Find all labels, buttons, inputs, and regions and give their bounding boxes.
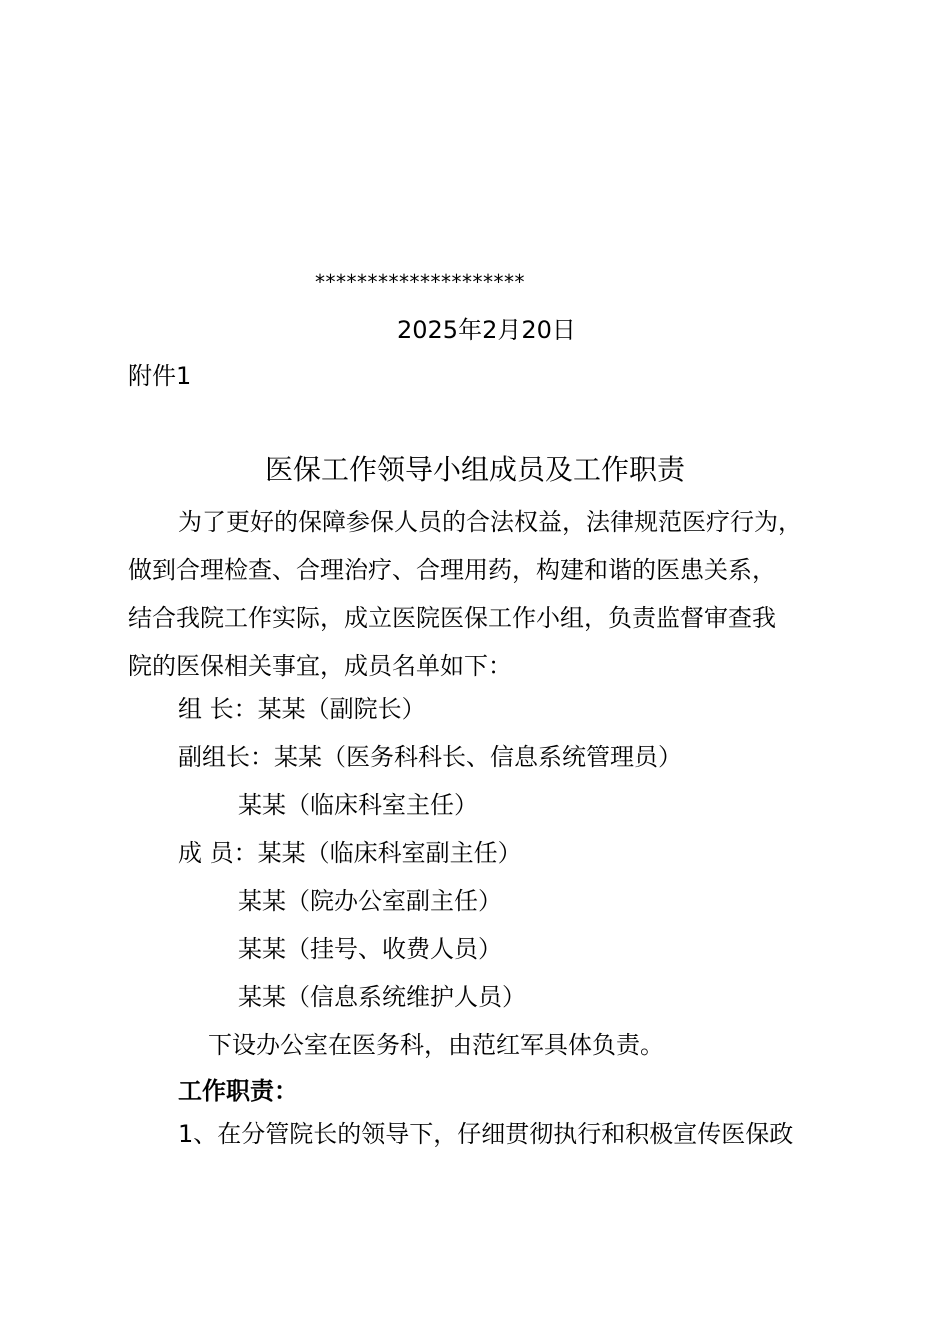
member-deputy: 某某（临床科室主任） <box>238 791 478 819</box>
duty-item: 1、在分管院长的领导下，仔细贯彻执行和积极宣传医保政 <box>178 1120 794 1148</box>
member-row: 某某（挂号、收费人员） <box>238 935 502 963</box>
member-deputy: 副组长：某某（医务科科长、信息系统管理员） <box>178 743 682 771</box>
office-note: 下设办公室在医务科，由范红军具体负责。 <box>208 1031 664 1059</box>
member-leader: 组 长：某某（副院长） <box>178 695 426 723</box>
masked-org-name: ******************** <box>315 270 525 294</box>
member-row: 某某（院办公室副主任） <box>238 887 502 915</box>
document-date: 2025年2月20日 <box>397 316 576 344</box>
intro-line: 结合我院工作实际，成立医院医保工作小组，负责监督审查我 <box>128 604 776 632</box>
document-title: 医保工作领导小组成员及工作职责 <box>264 453 685 486</box>
duties-heading: 工作职责： <box>178 1077 298 1105</box>
intro-line: 院的医保相关事宜，成员名单如下： <box>128 652 512 680</box>
intro-paragraph <box>128 498 848 690</box>
attachment-label: 附件1 <box>128 362 192 390</box>
member-row: 某某（信息系统维护人员） <box>238 983 526 1011</box>
intro-line: 做到合理检查、合理治疗、合理用药，构建和谐的医患关系， <box>128 556 776 584</box>
intro-line: 为了更好的保障参保人员的合法权益，法律规范医疗行为， <box>178 508 802 536</box>
member-row: 成 员：某某（临床科室副主任） <box>178 839 522 867</box>
